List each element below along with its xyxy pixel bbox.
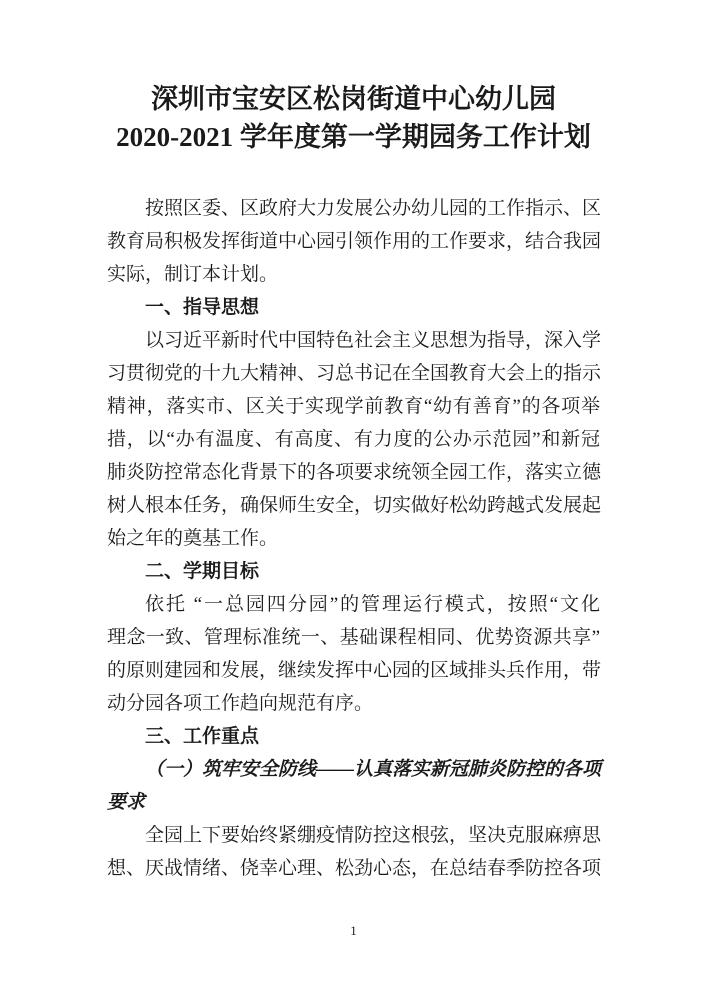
title-line-1: 深圳市宝安区松岗街道中心幼儿园 <box>151 84 556 114</box>
text-line: 教育局积极发挥街道中心园引领作用的工作要求，结合我园 <box>107 231 602 252</box>
section-heading: 三、工作重点 <box>145 726 260 747</box>
document-title <box>107 80 600 156</box>
page-number: 1 <box>350 923 357 938</box>
text-line: 全园上下要始终紧绷疫情防控这根弦，坚决克服麻痹思 <box>145 825 602 846</box>
document-body <box>107 192 600 885</box>
text-line: 依托 “一总园四分园”的管理运行模式，按照“文化 <box>145 594 600 615</box>
text-line: 的原则建园和发展，继续发挥中心园的区域排头兵作用，带 <box>107 660 602 681</box>
text-line: 按照区委、区政府大力发展公办幼儿园的工作指示、区 <box>145 198 602 219</box>
text-line: 习贯彻党的十九大精神、习总书记在全国教育大会上的指示 <box>107 363 602 384</box>
text-line: 动分园各项工作趋向规范有序。 <box>107 693 374 714</box>
text-line: 想、厌战情绪、侥幸心理、松劲心态，在总结春季防控各项 <box>107 858 602 879</box>
text-line: 始之年的奠基工作。 <box>107 528 279 549</box>
text-line: 树人根本任务，确保师生安全，切实做好松幼跨越式发展起 <box>107 495 602 516</box>
section-heading: 二、学期目标 <box>145 561 260 582</box>
section-heading: 一、指导思想 <box>145 297 260 318</box>
text-line: 精神，落实市、区关于实现学前教育“幼有善育”的各项举 <box>107 396 600 417</box>
text-line: 肺炎防控常态化背景下的各项要求统领全园工作，落实立德 <box>107 462 602 483</box>
subsection-heading-line: （一）筑牢安全防线——认真落实新冠肺炎防控的各项 <box>145 759 602 780</box>
title-line-2: 2020-2021 学年度第一学期园务工作计划 <box>116 122 591 152</box>
text-line: 措，以“办有温度、有高度、有力度的公办示范园”和新冠 <box>107 429 600 450</box>
subsection-heading-line: 要求 <box>107 792 146 813</box>
text-line: 理念一致、管理标准统一、基础课程相同、优势资源共享” <box>107 627 600 648</box>
text-line: 实际，制订本计划。 <box>107 264 279 285</box>
page-footer <box>0 922 707 940</box>
text-line: 以习近平新时代中国特色社会主义思想为指导，深入学 <box>145 330 602 351</box>
